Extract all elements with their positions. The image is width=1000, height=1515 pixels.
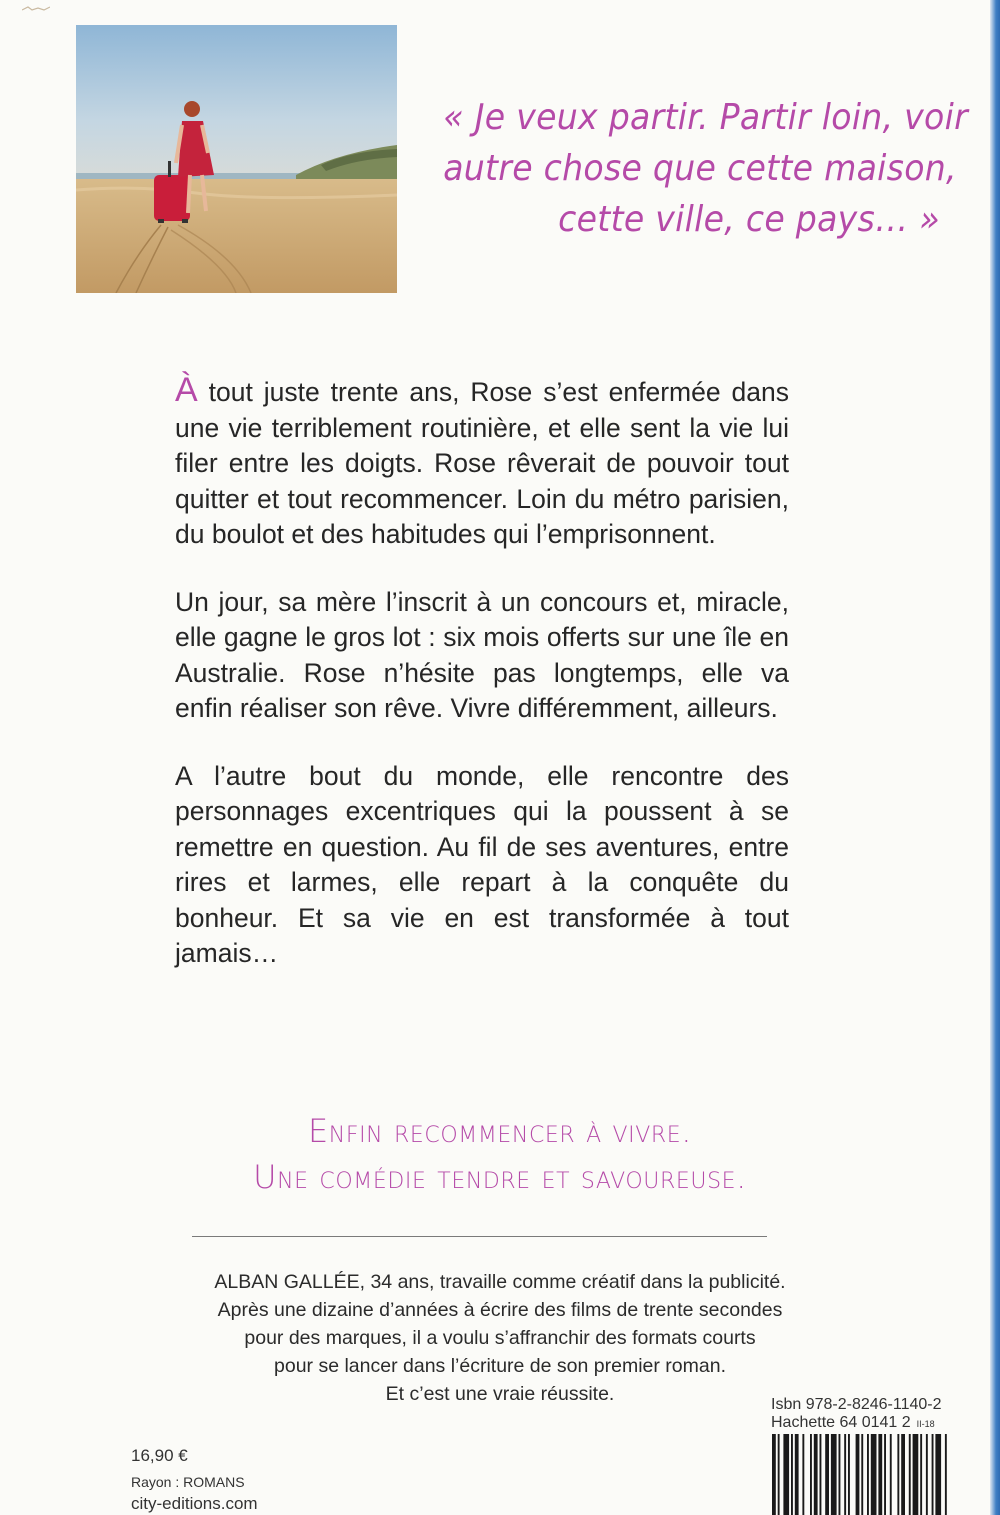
pull-quote <box>443 92 968 245</box>
bio-line-1: ALBAN GALLÉE, 34 ans, travaille comme créatif dans la publicité. <box>214 1271 786 1293</box>
quote-line-1: « Je veux partir. Partir loin, voir <box>443 97 968 138</box>
corner-mark <box>22 6 50 12</box>
beach-photo <box>76 25 397 293</box>
rayon-label: Rayon : ROMANS <box>131 1474 245 1490</box>
cover-edge <box>990 0 1000 1515</box>
tagline <box>175 1108 825 1200</box>
bio-line-3: pour des marques, il a voulu s’affranchir des formats courts <box>244 1327 756 1349</box>
blurb-paragraph-3: A l’autre bout du monde, elle rencontre des personnages excentriques qui la poussent à se remettre en question. Au fil de ses aventures, entre rires et larmes, elle repart à la conquête du bonheur. Et sa vie en est transformée à tout jamais… <box>175 760 789 968</box>
tagline-line-2: Une comédie tendre et savoureuse. <box>253 1158 747 1196</box>
hachette-code-line <box>771 1414 942 1433</box>
blurb-paragraph-1-text: tout juste trente ans, Rose s’est enfermée dans une vie terriblement routinière, et elle sent la vie lui filer entre les doigts. Rose rêverait de pouvoir tout quitter et tout recommencer. Loin du métro parisien, du boulot et des habitudes qui l’emprisonnent. <box>175 377 789 549</box>
hachette-code: Hachette 64 0141 2 <box>771 1414 911 1431</box>
quote-line-3: cette ville, ce pays… » <box>558 199 940 240</box>
isbn-number: Isbn 978-2-8246-1140-2 <box>771 1396 942 1413</box>
barcode <box>772 1434 990 1515</box>
bio-line-2: Après une dizaine d’années à écrire des films de trente secondes <box>217 1299 783 1321</box>
quote-line-2: autre chose que cette maison, <box>443 148 957 189</box>
bio-line-4: pour se lancer dans l’écriture de son premier roman. <box>274 1355 726 1377</box>
isbn-block <box>771 1396 942 1433</box>
tagline-line-1: Enfin recommencer à vivre. <box>307 1112 693 1150</box>
price: 16,90 € <box>131 1446 188 1465</box>
drop-cap: À <box>175 371 198 409</box>
divider <box>192 1236 767 1237</box>
blurb-paragraph-2: Un jour, sa mère l’inscrit à un concours et, miracle, elle gagne le gros lot : six mois offerts sur une île en Australie. Rose n’hésite pas longtemps, elle va enfin réaliser son rêve. Vivre différemment, ailleurs. <box>175 586 789 723</box>
hachette-code-small: II-18 <box>916 1419 935 1429</box>
website: city-editions.com <box>131 1494 258 1513</box>
blurb-paragraph-1 <box>175 373 789 553</box>
bio-line-5: Et c’est une vraie réussite. <box>385 1383 615 1405</box>
author-bio <box>170 1268 830 1408</box>
blurb <box>175 373 789 1004</box>
